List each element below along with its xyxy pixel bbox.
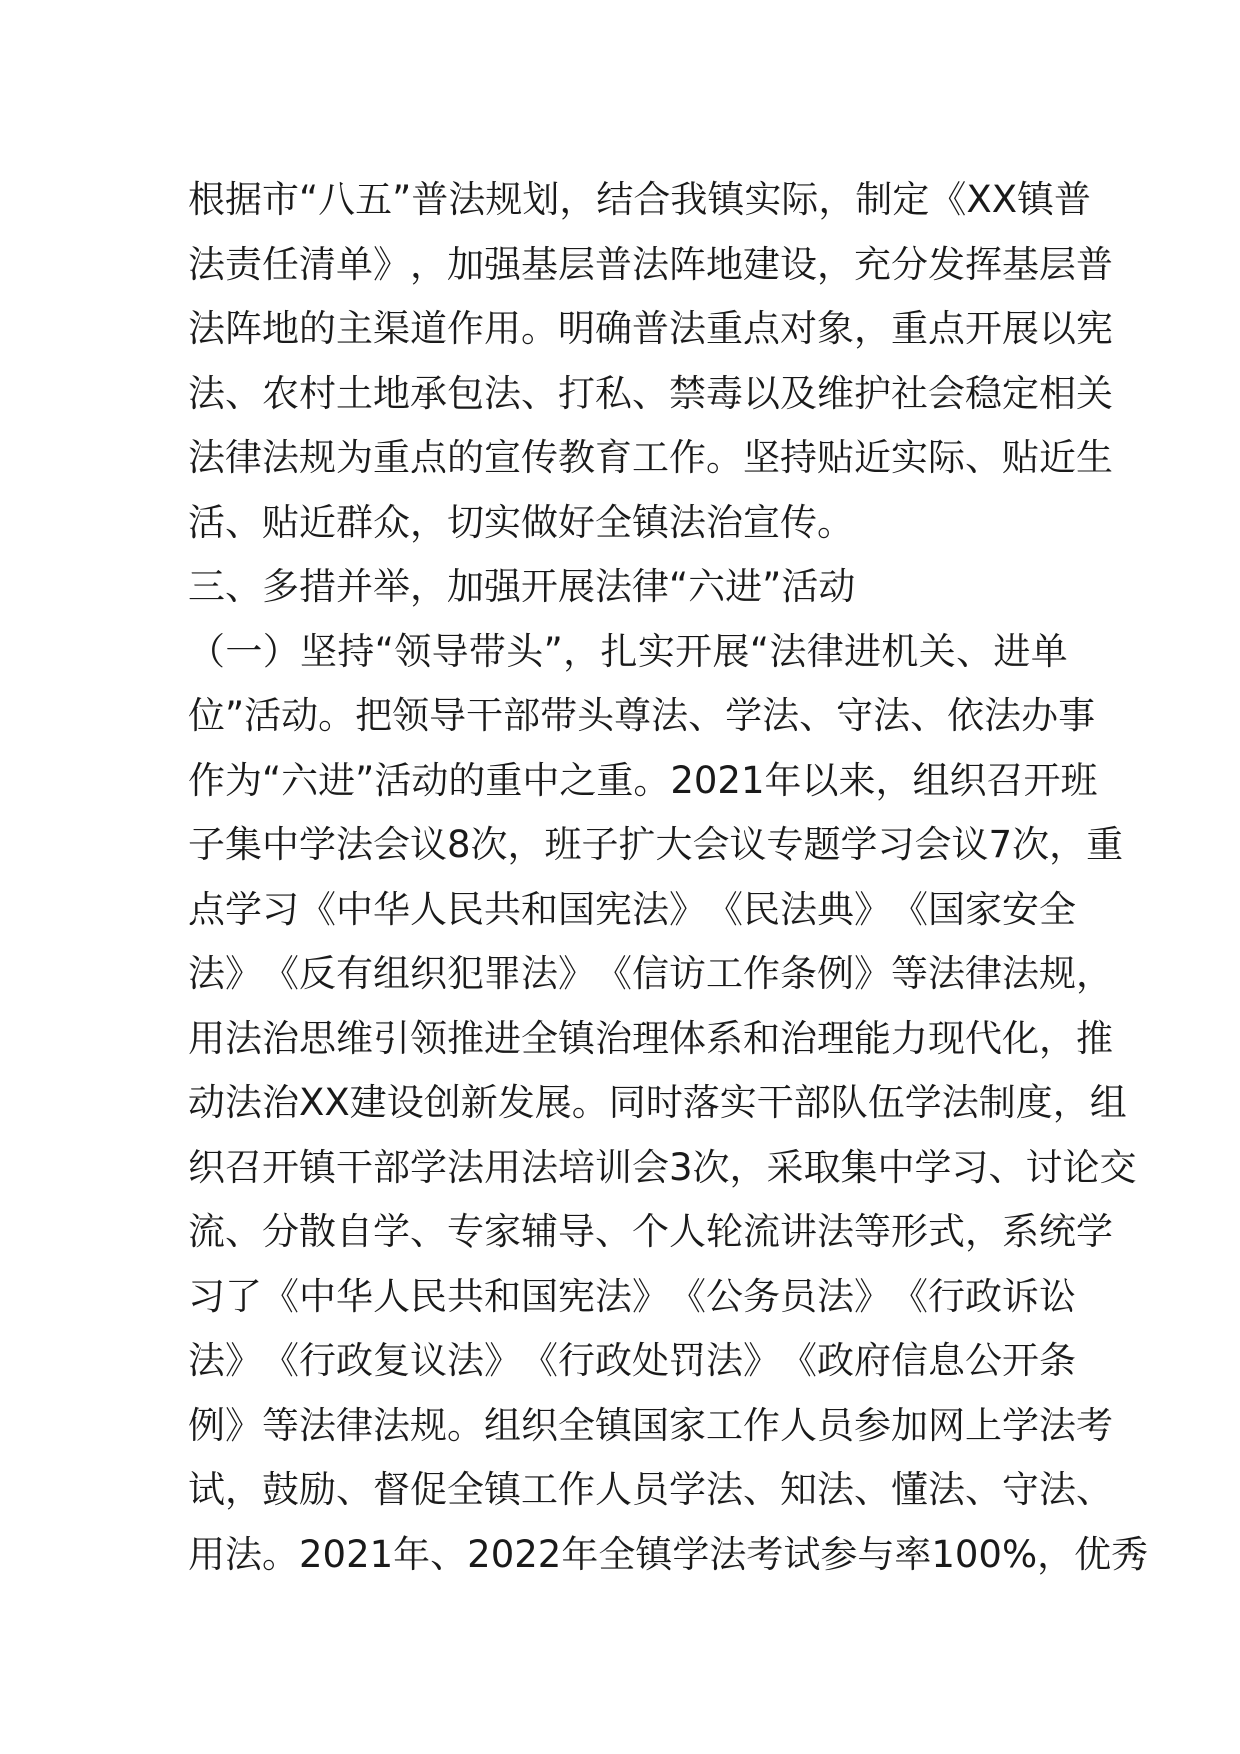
text-line: 位 ” 活 动 。 把 领 导 干 部 带 头 尊 法 、 学 法 、 守 法 、 依 法 办 事 xyxy=(188,694,1096,737)
text-line: 根 据 市 “ 八 五 ” 普 法 规 划 ， 结 合 我 镇 实 际 ， 制 定 《 XX 镇 普 xyxy=(188,178,1092,221)
text-line: 例 》 等 法 律 法 规 。 组 织 全 镇 国 家 工 作 人 员 参 加 网 上 学 法 考 xyxy=(188,1403,1113,1447)
text-line: 用 法 治 思 维 引 领 推 进 全 镇 治 理 体 系 和 治 理 能 力 现 代 化 ， 推 xyxy=(188,1016,1113,1060)
text-line: 法 》 《 反 有 组 织 犯 罪 法 》 《 信 访 工 作 条 例 》 等 法 律 法 规 ， xyxy=(188,952,1113,995)
text-line: （ 一 ） 坚 持 “ 领 导 带 头 ” ， 扎 实 开 展 “ 法 律 进 机 关 、 进 单 xyxy=(188,629,1068,673)
text-line: 织 召 开 镇 干 部 学 法 用 法 培 训 会 3 次 ， 采 取 集 中 学 习 、 讨 论 交 xyxy=(188,1145,1137,1189)
text-line: 活、贴近群众，切实做好全镇法治宣传。 xyxy=(188,500,854,544)
text-line: 法 阵 地 的 主 渠 道 作 用 。 明 确 普 法 重 点 对 象 ， 重 点 开 展 以 宪 xyxy=(188,307,1113,350)
text-line: 试 ， 鼓 励 、 督 促 全 镇 工 作 人 员 学 法 、 知 法 、 懂 法 、 守 法 、 xyxy=(188,1468,1113,1511)
text-line: 法 责 任 清 单 》 ， 加 强 基 层 普 法 阵 地 建 设 ， 充 分 发 挥 基 层 普 xyxy=(188,242,1113,286)
text-line: 法 、 农 村 土 地 承 包 法 、 打 私 、 禁 毒 以 及 维 护 社 会 稳 定 相 关 xyxy=(188,371,1113,415)
text-line: 子 集 中 学 法 会 议 8 次 ， 班 子 扩 大 会 议 专 题 学 习 会 议 7 次 ， 重 xyxy=(188,823,1124,866)
text-line: 三、多措并举，加强开展法律“六进”活动 xyxy=(188,565,856,608)
text-line: 作 为 “ 六 进 ” 活 动 的 重 中 之 重 。 2021 年 以 来 ， 组 织 召 开 班 xyxy=(188,758,1098,802)
text-line: 法 》 《 行 政 复 议 法 》 《 行 政 处 罚 法 》 《 政 府 信 息 公 开 条 xyxy=(188,1339,1076,1382)
text-line: 动 法 治 XX 建 设 创 新 发 展 。 同 时 落 实 干 部 队 伍 学 法 制 度 ， 组 xyxy=(188,1081,1127,1124)
body-text xyxy=(188,168,1149,1587)
text-line: 用 法 。 2021 年 、 2022 年 全 镇 学 法 考 试 参 与 率 100% ， 优 秀 xyxy=(188,1532,1149,1576)
text-line: 点 学 习 《 中 华 人 民 共 和 国 宪 法 》 《 民 法 典 》 《 国 家 安 全 xyxy=(188,887,1076,931)
text-line: 流 、 分 散 自 学 、 专 家 辅 导 、 个 人 轮 流 讲 法 等 形 式 ， 系 统 学 xyxy=(188,1210,1113,1253)
text-line: 法 律 法 规 为 重 点 的 宣 传 教 育 工 作 。 坚 持 贴 近 实 际 、 贴 近 生 xyxy=(188,436,1113,479)
text-line: 习 了 《 中 华 人 民 共 和 国 宪 法 》 《 公 务 员 法 》 《 行 政 诉 讼 xyxy=(188,1274,1076,1318)
